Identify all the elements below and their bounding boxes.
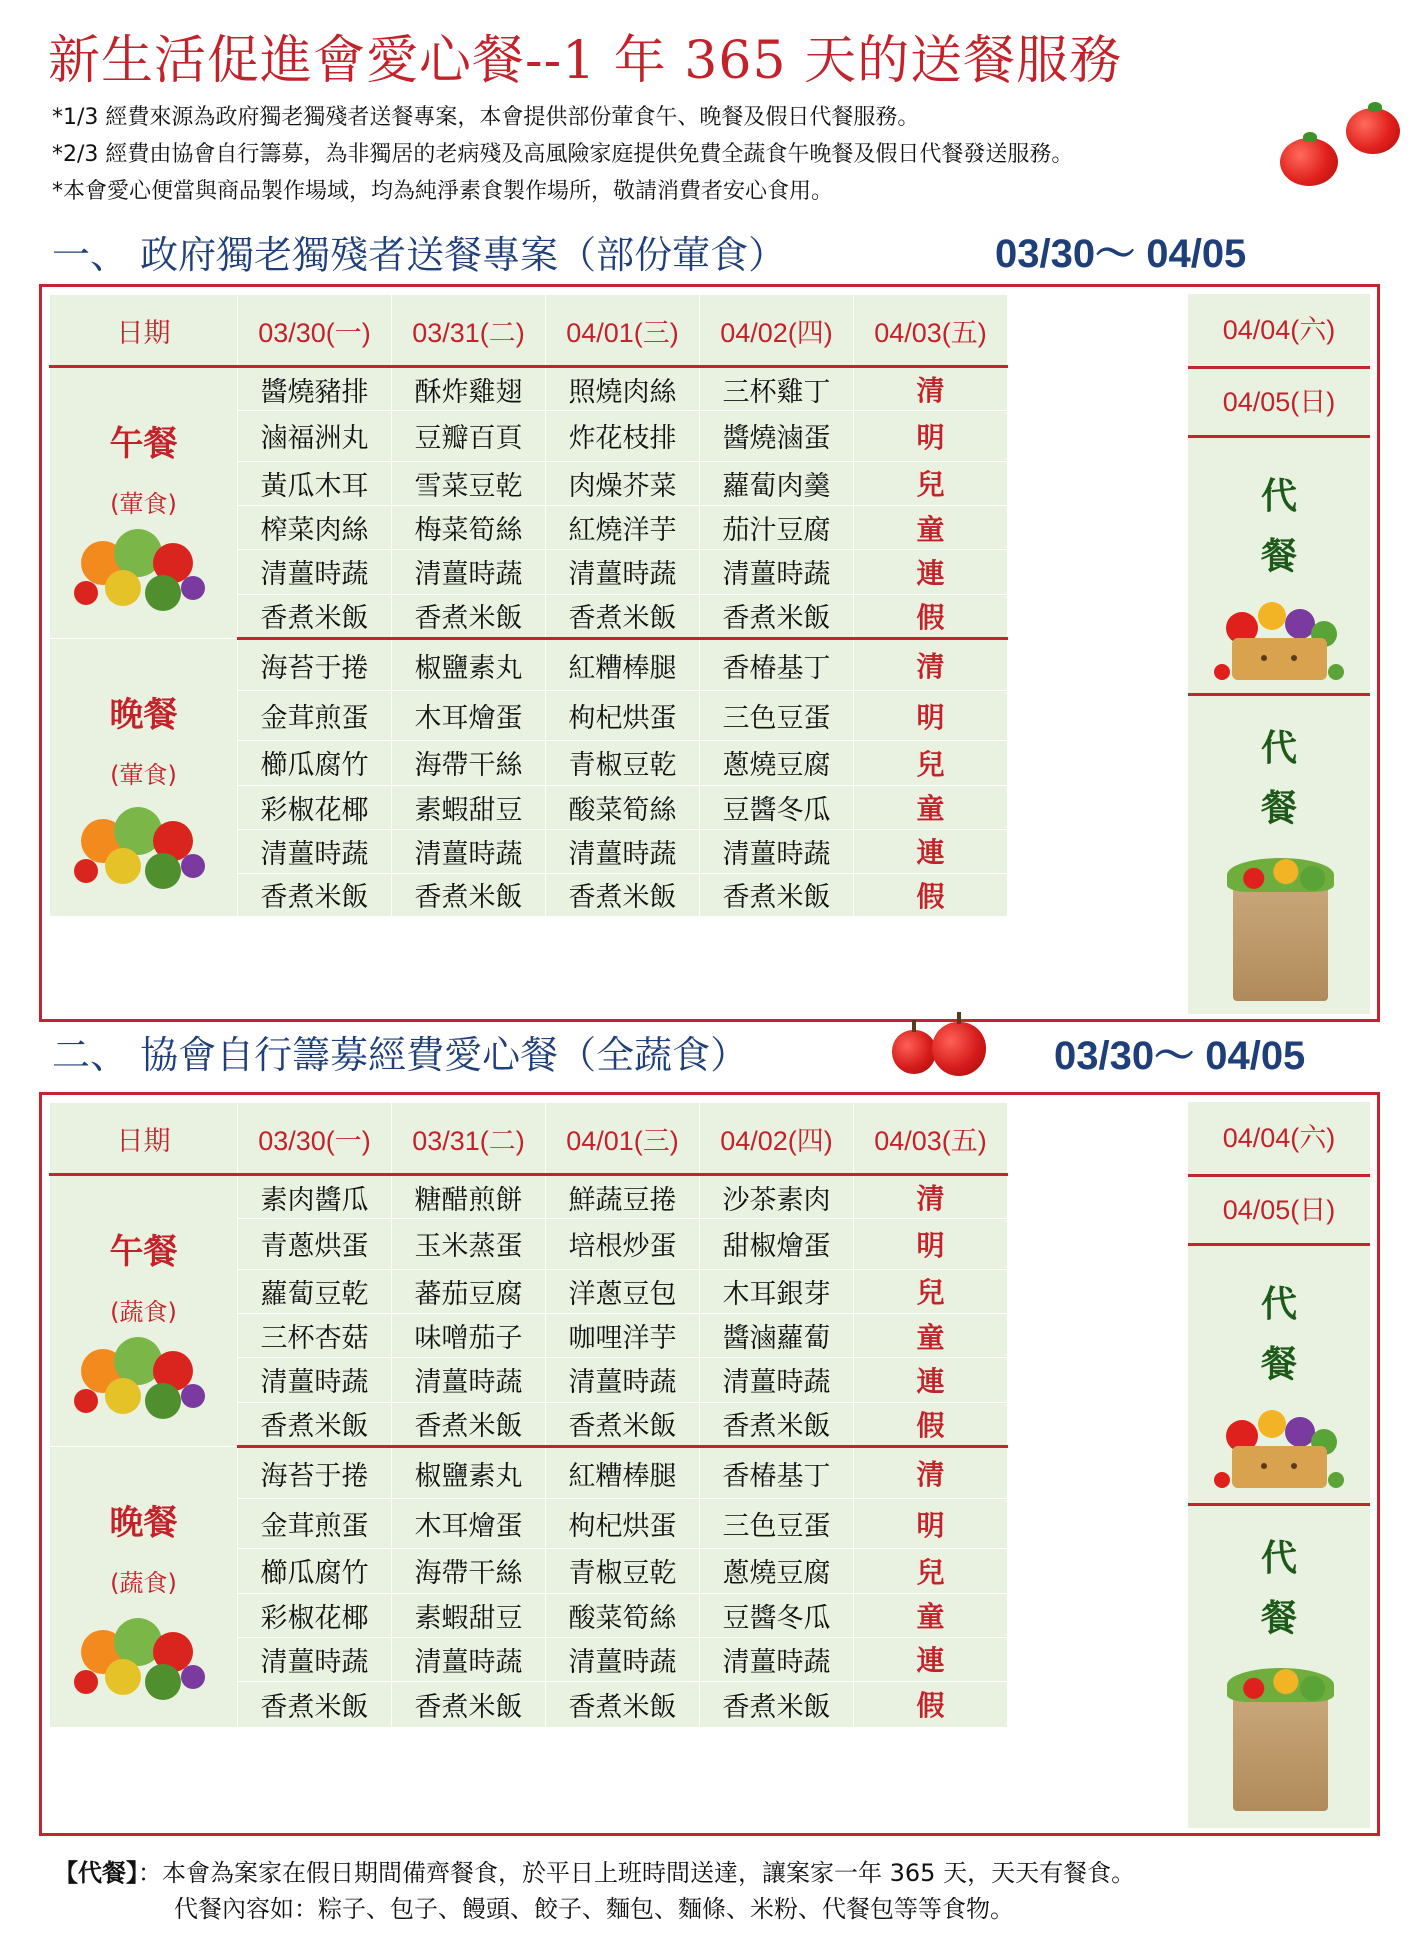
dish-cell: 蘿蔔豆乾 [238, 1269, 392, 1313]
dish-cell: 蘿蔔肉羹 [700, 461, 854, 505]
dish-cell: 木耳燴蛋 [392, 691, 546, 741]
tomato-icon [1346, 108, 1400, 154]
day-header: 03/31(二) [392, 1103, 546, 1175]
holiday-char: 童 [854, 1593, 1008, 1637]
dinner-label: 晚餐 [109, 1503, 178, 1543]
substitute-char-2: 餐 [1260, 1344, 1297, 1385]
dish-cell: 清薑時蔬 [238, 1637, 392, 1681]
dish-cell: 香煮米飯 [392, 873, 546, 916]
note-2: *2/3 經費由協會自行籌募，為非獨居的老病殘及高風險家庭提供免費全蔬食午晚餐及假日代餐發送服務。 [52, 142, 1074, 167]
dish-cell: 清薑時蔬 [700, 550, 854, 594]
date-label: 日期 [50, 1103, 238, 1175]
dish-cell: 香煮米飯 [392, 594, 546, 638]
dish-cell: 海苔于捲 [238, 1447, 392, 1499]
dinner-meal-cell [50, 639, 238, 917]
dish-cell: 榨菜肉絲 [238, 505, 392, 549]
dish-cell: 鮮蔬豆捲 [546, 1175, 700, 1219]
footer-line-1 [54, 1853, 1135, 1888]
holiday-char: 兒 [854, 1549, 1008, 1593]
day-header: 04/03(五) [854, 1103, 1008, 1175]
dinner-meal-cell [50, 1447, 238, 1728]
dish-cell: 清薑時蔬 [546, 550, 700, 594]
dish-cell: 咖哩洋芋 [546, 1313, 700, 1357]
grocery-bag-icon [1233, 1696, 1328, 1811]
dish-cell: 培根炒蛋 [546, 1219, 700, 1269]
section1-weekend-dates [1188, 294, 1370, 438]
section2-dinner-substitute [1188, 1506, 1370, 1828]
dish-cell: 沙茶素肉 [700, 1175, 854, 1219]
holiday-char: 兒 [854, 1269, 1008, 1313]
day-header: 04/02(四) [700, 1103, 854, 1175]
dish-cell: 枸杞烘蛋 [546, 691, 700, 741]
menu-row [50, 639, 1008, 691]
dish-cell: 酸菜筍絲 [546, 1593, 700, 1637]
note-1: *1/3 經費來源為政府獨老獨殘者送餐專案，本會提供部份葷食午、晚餐及假日代餐服務。 [52, 105, 920, 130]
day-header: 04/03(五) [854, 295, 1008, 367]
dish-cell: 櫛瓜腐竹 [238, 741, 392, 785]
holiday-char: 假 [854, 594, 1008, 638]
section2-weekend-dates [1188, 1102, 1370, 1246]
substitute-char-1: 代 [1260, 476, 1297, 517]
menu-row [50, 1447, 1008, 1499]
holiday-char: 清 [854, 639, 1008, 691]
dish-cell: 蔥燒豆腐 [700, 1549, 854, 1593]
apple-icon [932, 1022, 986, 1076]
dish-cell: 清薑時蔬 [392, 550, 546, 594]
dish-cell: 醬滷蘿蔔 [700, 1313, 854, 1357]
tomato-icon [1280, 138, 1338, 186]
dish-cell: 滷福洲丸 [238, 411, 392, 461]
dish-cell: 椒鹽素丸 [392, 639, 546, 691]
dish-cell: 肉燥芥菜 [546, 461, 700, 505]
section2-lunch-substitute [1188, 1246, 1370, 1506]
note-3: *本會愛心便當與商品製作場域，均為純淨素食製作場所，敬請消費者安心食用。 [52, 179, 834, 204]
footer-text-1: ：本會為案家在假日期間備齊餐食，於平日上班時間送達，讓案家一年 365 天，天天有餐食。 [138, 1859, 1136, 1887]
vegetables-icon [68, 508, 218, 618]
dish-cell: 清薑時蔬 [546, 1358, 700, 1402]
lunch-meal-cell [50, 1175, 238, 1447]
dish-cell: 酸菜筍絲 [546, 785, 700, 829]
dish-cell: 雪菜豆乾 [392, 461, 546, 505]
section2-heading: 二、 協會自行籌募經費愛心餐（全蔬食） [52, 1033, 749, 1077]
dish-cell: 清薑時蔬 [546, 1637, 700, 1681]
dish-cell: 香煮米飯 [700, 1402, 854, 1446]
holiday-char: 連 [854, 550, 1008, 594]
dish-cell: 清薑時蔬 [392, 1637, 546, 1681]
header-row [50, 295, 1008, 367]
holiday-char: 清 [854, 367, 1008, 411]
weekend-date-sun: 04/05(日) [1188, 366, 1370, 438]
dish-cell: 清薑時蔬 [392, 829, 546, 873]
dish-cell: 清薑時蔬 [700, 1358, 854, 1402]
dish-cell: 豆瓣百頁 [392, 411, 546, 461]
day-header: 04/02(四) [700, 295, 854, 367]
grocery-bag-icon [1233, 886, 1328, 1001]
dish-cell: 香煮米飯 [238, 1681, 392, 1727]
dish-cell: 香煮米飯 [546, 594, 700, 638]
holiday-char: 兒 [854, 741, 1008, 785]
page-title: 新生活促進會愛心餐--1 年 365 天的送餐服務 [48, 31, 1123, 91]
dish-cell: 三杯雞丁 [700, 367, 854, 411]
dish-cell: 香煮米飯 [392, 1402, 546, 1446]
dish-cell: 香煮米飯 [700, 1681, 854, 1727]
holiday-char: 連 [854, 829, 1008, 873]
day-header: 03/31(二) [392, 295, 546, 367]
dish-cell: 紅糟棒腿 [546, 1447, 700, 1499]
lunch-label: 午餐 [109, 424, 178, 464]
header-row [50, 1103, 1008, 1175]
dish-cell: 蔥燒豆腐 [700, 741, 854, 785]
dish-cell: 梅菜筍絲 [392, 505, 546, 549]
dish-cell: 彩椒花椰 [238, 1593, 392, 1637]
holiday-char: 明 [854, 411, 1008, 461]
day-header: 03/30(一) [238, 1103, 392, 1175]
dish-cell: 彩椒花椰 [238, 785, 392, 829]
weekend-date-sun: 04/05(日) [1188, 1174, 1370, 1246]
fruit-basket-icon [1212, 588, 1347, 688]
menu-row [50, 1175, 1008, 1219]
dish-cell: 清薑時蔬 [700, 1637, 854, 1681]
dish-cell: 清薑時蔬 [238, 550, 392, 594]
dish-cell: 青椒豆乾 [546, 741, 700, 785]
dish-cell: 蕃茄豆腐 [392, 1269, 546, 1313]
dish-cell: 香煮米飯 [238, 594, 392, 638]
dish-cell: 三杯杏菇 [238, 1313, 392, 1357]
holiday-char: 明 [854, 691, 1008, 741]
substitute-char-1: 代 [1260, 1538, 1297, 1579]
dish-cell: 香煮米飯 [238, 1402, 392, 1446]
holiday-char: 假 [854, 873, 1008, 916]
dish-cell: 香煮米飯 [546, 1402, 700, 1446]
dish-cell: 清薑時蔬 [546, 829, 700, 873]
dish-cell: 木耳燴蛋 [392, 1499, 546, 1549]
section1-date-range: 03/30～ 04/05 [995, 232, 1247, 276]
dish-cell: 香椿基丁 [700, 639, 854, 691]
dish-cell: 清薑時蔬 [238, 829, 392, 873]
footer-line-2: 代餐內容如：粽子、包子、饅頭、餃子、麵包、麵條、米粉、代餐包等等食物。 [174, 1895, 1014, 1923]
dinner-sublabel: (蔬食) [110, 1569, 177, 1597]
dish-cell: 素蝦甜豆 [392, 785, 546, 829]
dish-cell: 金茸煎蛋 [238, 691, 392, 741]
dish-cell: 紅糟棒腿 [546, 639, 700, 691]
dish-cell: 香椿基丁 [700, 1447, 854, 1499]
holiday-char: 清 [854, 1447, 1008, 1499]
lunch-label: 午餐 [109, 1232, 178, 1272]
holiday-char: 童 [854, 1313, 1008, 1357]
dish-cell: 洋蔥豆包 [546, 1269, 700, 1313]
lunch-sublabel: (蔬食) [110, 1298, 177, 1326]
dish-cell: 香煮米飯 [546, 873, 700, 916]
dish-cell: 枸杞烘蛋 [546, 1499, 700, 1549]
holiday-char: 明 [854, 1219, 1008, 1269]
dish-cell: 香煮米飯 [238, 873, 392, 916]
weekend-date-sat: 04/04(六) [1188, 1102, 1370, 1177]
section1-menu-table [49, 294, 1008, 917]
dish-cell: 香煮米飯 [392, 1681, 546, 1727]
dish-cell: 玉米蒸蛋 [392, 1219, 546, 1269]
day-header: 03/30(一) [238, 295, 392, 367]
substitute-char-1: 代 [1260, 1284, 1297, 1325]
footer-label: 【代餐】 [54, 1859, 138, 1887]
dish-cell: 金茸煎蛋 [238, 1499, 392, 1549]
holiday-char: 連 [854, 1637, 1008, 1681]
dish-cell: 青蔥烘蛋 [238, 1219, 392, 1269]
dish-cell: 三色豆蛋 [700, 691, 854, 741]
dish-cell: 櫛瓜腐竹 [238, 1549, 392, 1593]
substitute-char-2: 餐 [1260, 1598, 1297, 1639]
date-label: 日期 [50, 295, 238, 367]
substitute-char-2: 餐 [1260, 536, 1297, 577]
dish-cell: 豆醬冬瓜 [700, 785, 854, 829]
dish-cell: 清薑時蔬 [392, 1358, 546, 1402]
vegetables-icon [68, 1316, 218, 1426]
dish-cell: 椒鹽素丸 [392, 1447, 546, 1499]
substitute-char-2: 餐 [1260, 788, 1297, 829]
dinner-sublabel: (葷食) [110, 761, 177, 789]
holiday-char: 童 [854, 785, 1008, 829]
dish-cell: 糖醋煎餅 [392, 1175, 546, 1219]
holiday-char: 假 [854, 1402, 1008, 1446]
section2-date-range: 03/30～ 04/05 [1054, 1034, 1306, 1078]
dish-cell: 海帶干絲 [392, 1549, 546, 1593]
section1-heading: 一、 政府獨老獨殘者送餐專案（部份葷食） [52, 233, 787, 277]
section2-menu-table [49, 1102, 1008, 1728]
substitute-char-1: 代 [1260, 728, 1297, 769]
day-header: 04/01(三) [546, 295, 700, 367]
section1-menu-box [39, 284, 1380, 1022]
dish-cell: 醬燒豬排 [238, 367, 392, 411]
dish-cell: 海帶干絲 [392, 741, 546, 785]
dish-cell: 香煮米飯 [546, 1681, 700, 1727]
lunch-sublabel: (葷食) [110, 490, 177, 518]
section1-dinner-substitute [1188, 696, 1370, 1014]
dish-cell: 紅燒洋芋 [546, 505, 700, 549]
dinner-label: 晚餐 [109, 695, 178, 735]
holiday-char: 兒 [854, 461, 1008, 505]
dish-cell: 照燒肉絲 [546, 367, 700, 411]
dish-cell: 素蝦甜豆 [392, 1593, 546, 1637]
holiday-char: 明 [854, 1499, 1008, 1549]
holiday-char: 童 [854, 505, 1008, 549]
lunch-meal-cell [50, 367, 238, 639]
vegetables-icon [68, 1597, 218, 1707]
weekend-date-sat: 04/04(六) [1188, 294, 1370, 369]
dish-cell: 豆醬冬瓜 [700, 1593, 854, 1637]
dish-cell: 木耳銀芽 [700, 1269, 854, 1313]
menu-row [50, 367, 1008, 411]
dish-cell: 清薑時蔬 [238, 1358, 392, 1402]
dish-cell: 海苔于捲 [238, 639, 392, 691]
dish-cell: 酥炸雞翅 [392, 367, 546, 411]
dish-cell: 味噌茄子 [392, 1313, 546, 1357]
holiday-char: 連 [854, 1358, 1008, 1402]
vegetables-icon [68, 786, 218, 896]
dish-cell: 香煮米飯 [700, 873, 854, 916]
apple-icon [892, 1030, 936, 1074]
fruit-basket-icon [1212, 1396, 1347, 1496]
dish-cell: 黃瓜木耳 [238, 461, 392, 505]
dish-cell: 醬燒滷蛋 [700, 411, 854, 461]
holiday-char: 清 [854, 1175, 1008, 1219]
section2-menu-box [39, 1092, 1380, 1836]
dish-cell: 素肉醬瓜 [238, 1175, 392, 1219]
holiday-char: 假 [854, 1681, 1008, 1727]
day-header: 04/01(三) [546, 1103, 700, 1175]
section1-lunch-substitute [1188, 438, 1370, 696]
dish-cell: 清薑時蔬 [700, 829, 854, 873]
dish-cell: 茄汁豆腐 [700, 505, 854, 549]
dish-cell: 炸花枝排 [546, 411, 700, 461]
dish-cell: 香煮米飯 [700, 594, 854, 638]
dish-cell: 青椒豆乾 [546, 1549, 700, 1593]
dish-cell: 三色豆蛋 [700, 1499, 854, 1549]
dish-cell: 甜椒燴蛋 [700, 1219, 854, 1269]
